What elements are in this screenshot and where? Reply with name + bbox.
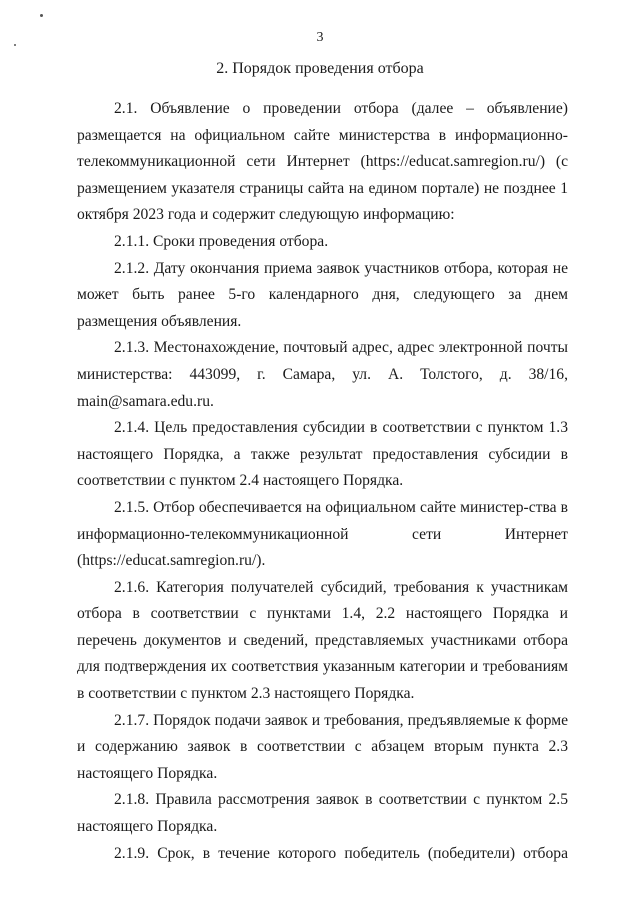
paragraph-2-1-3: 2.1.3. Местонахождение, почтовый адрес, адрес электронной почты министерства: 443099, г. Самара, ул. А. Толстого, д. 38/16, main@samara.edu.ru. <box>77 339 568 410</box>
paragraph-2-1-4: 2.1.4. Цель предоставления субсидии в соответствии с пунктом 1.3 настоящего Порядка, а также результат предоставления субсидии в соответствии с пунктом 2.4 настоящего Порядка. <box>77 419 568 490</box>
paragraph-2-1-6: 2.1.6. Категория получателей субсидий, требования к участникам отбора в соответствии с пунктами 1.4, 2.2 настоящего Порядка и перечень документов и сведений, представляемых участниками отбора для подтверждения их соответствия указанным категории и требованиям в соответствии с пунктом 2.3 настоящего Порядка. <box>77 578 568 703</box>
scan-speck <box>40 14 43 17</box>
paragraph-2-1-5: 2.1.5. Отбор обеспечивается на официальном сайте министер-ства в информационно-телекоммуникационной сети Интернет (https://educat.samregion.ru/). <box>77 498 568 570</box>
paragraph-2-1-9: 2.1.9. Срок, в течение которого победитель (победители) отбора <box>114 844 568 862</box>
paragraph-2-1-2: 2.1.2. Дату окончания приема заявок участников отбора, которая не может быть ранее 5-го календарного дня, следующего за днем размещения объявления. <box>77 259 568 330</box>
paragraph-2-1-8: 2.1.8. Правила рассмотрения заявок в соответствии с пунктом 2.5 настоящего Порядка. <box>77 791 568 836</box>
paragraph-2-1-7: 2.1.7. Порядок подачи заявок и требования, предъявляемые к форме и содержанию заявок в соответствии с абзацем вторым пункта 2.3 настоящего Порядка. <box>77 711 568 782</box>
paragraph-2-1: 2.1. Объявление о проведении отбора (далее – объявление) размещается на официальном сайте министерства в информационно-телекоммуникационной сети Интернет (https://educat.samregion.ru/) (с размещением указателя страницы сайта на едином портале) не позднее 1 октября 2023 года и содержит следующую информацию: <box>77 100 568 224</box>
paragraph-2-1-1: 2.1.1. Сроки проведения отбора. <box>114 232 329 250</box>
section-title: 2. Порядок проведения отбора <box>216 60 424 77</box>
page-number: 3 <box>316 30 324 45</box>
document-body <box>77 96 568 867</box>
